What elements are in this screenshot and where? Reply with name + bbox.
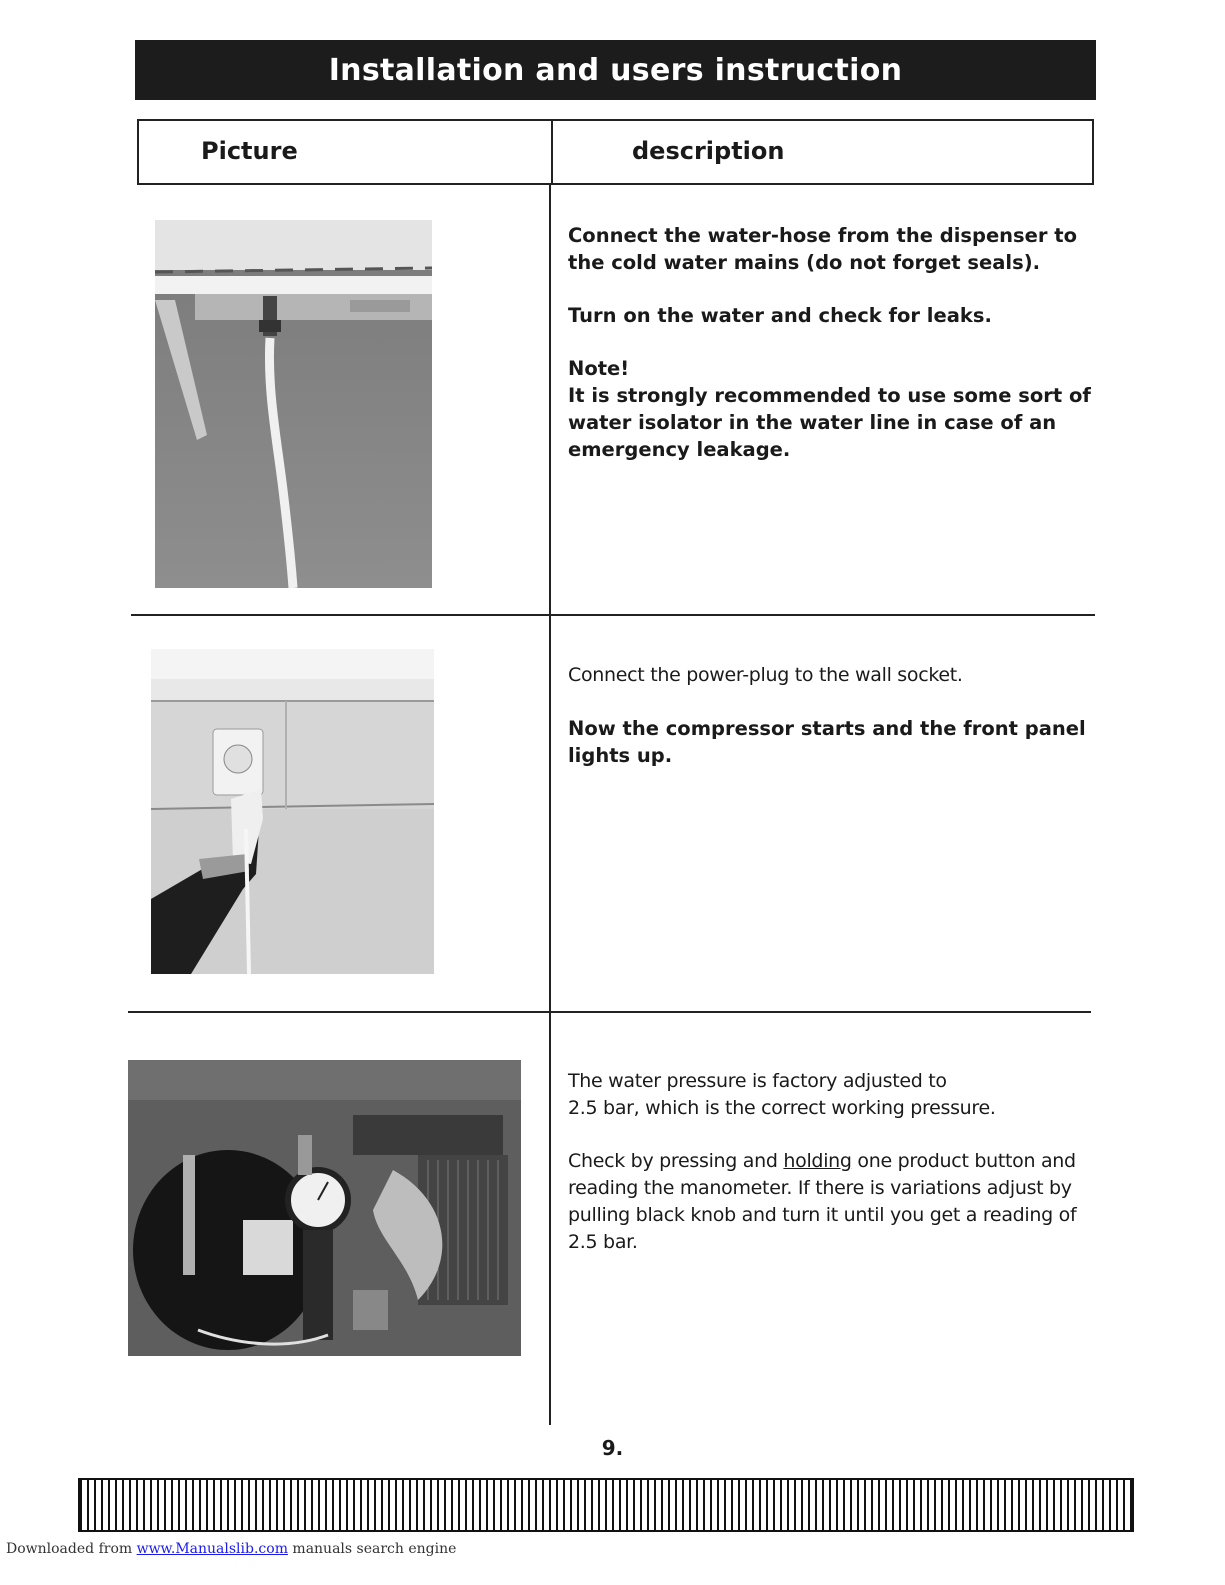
holding-emphasis: holding xyxy=(783,1150,852,1172)
compressor-start-text: Now the compressor starts and the front panel lights up. xyxy=(568,717,1086,767)
pressure-text-line-1: The water pressure is factory adjusted to xyxy=(568,1070,947,1092)
check-text-start: Check by pressing and xyxy=(568,1150,784,1172)
row-3-description xyxy=(568,1068,1098,1282)
note-text: It is strongly recommended to use some sort of water isolator in the water line in case of an emergency leakage. xyxy=(568,384,1091,461)
power-plug-instruction: Connect the power-plug to the wall socket. xyxy=(568,664,963,686)
pressure-text-line-2: 2.5 bar, which is the correct working pressure. xyxy=(568,1097,996,1119)
row-divider-2 xyxy=(128,1011,1091,1013)
footer-barcode-band xyxy=(78,1478,1134,1532)
download-note xyxy=(6,1541,456,1557)
download-suffix: manuals search engine xyxy=(287,1541,457,1557)
page-title: Installation and users instruction xyxy=(135,40,1096,100)
manometer-photo xyxy=(128,1060,521,1356)
water-hose-photo xyxy=(155,220,432,588)
power-plug-photo xyxy=(151,649,434,974)
table-header xyxy=(137,119,1094,185)
hose-instruction: Connect the water-hose from the dispenser to the cold water mains (do not forget seals). xyxy=(568,224,1078,274)
pressure-check-instruction xyxy=(568,1148,1098,1256)
header-divider xyxy=(551,121,553,183)
leak-check-instruction: Turn on the water and check for leaks. xyxy=(568,304,992,327)
manualslib-link[interactable]: www.Manualslib.com xyxy=(136,1541,288,1557)
row-1-description xyxy=(568,222,1098,489)
row-2-description xyxy=(568,662,1098,795)
note-label: Note! xyxy=(568,357,630,380)
check-text-end: one product button and reading the manometer. If there is variations adjust by pulling black knob and turn it until you get a reading of 2.5 bar. xyxy=(568,1150,1077,1253)
column-header-description: description xyxy=(632,137,785,165)
row-divider-1 xyxy=(131,614,1095,616)
pressure-text xyxy=(568,1068,1098,1122)
page-number: 9. xyxy=(601,1436,624,1460)
column-divider xyxy=(549,185,551,1425)
column-header-picture: Picture xyxy=(201,137,298,165)
download-prefix: Downloaded from xyxy=(6,1541,137,1557)
